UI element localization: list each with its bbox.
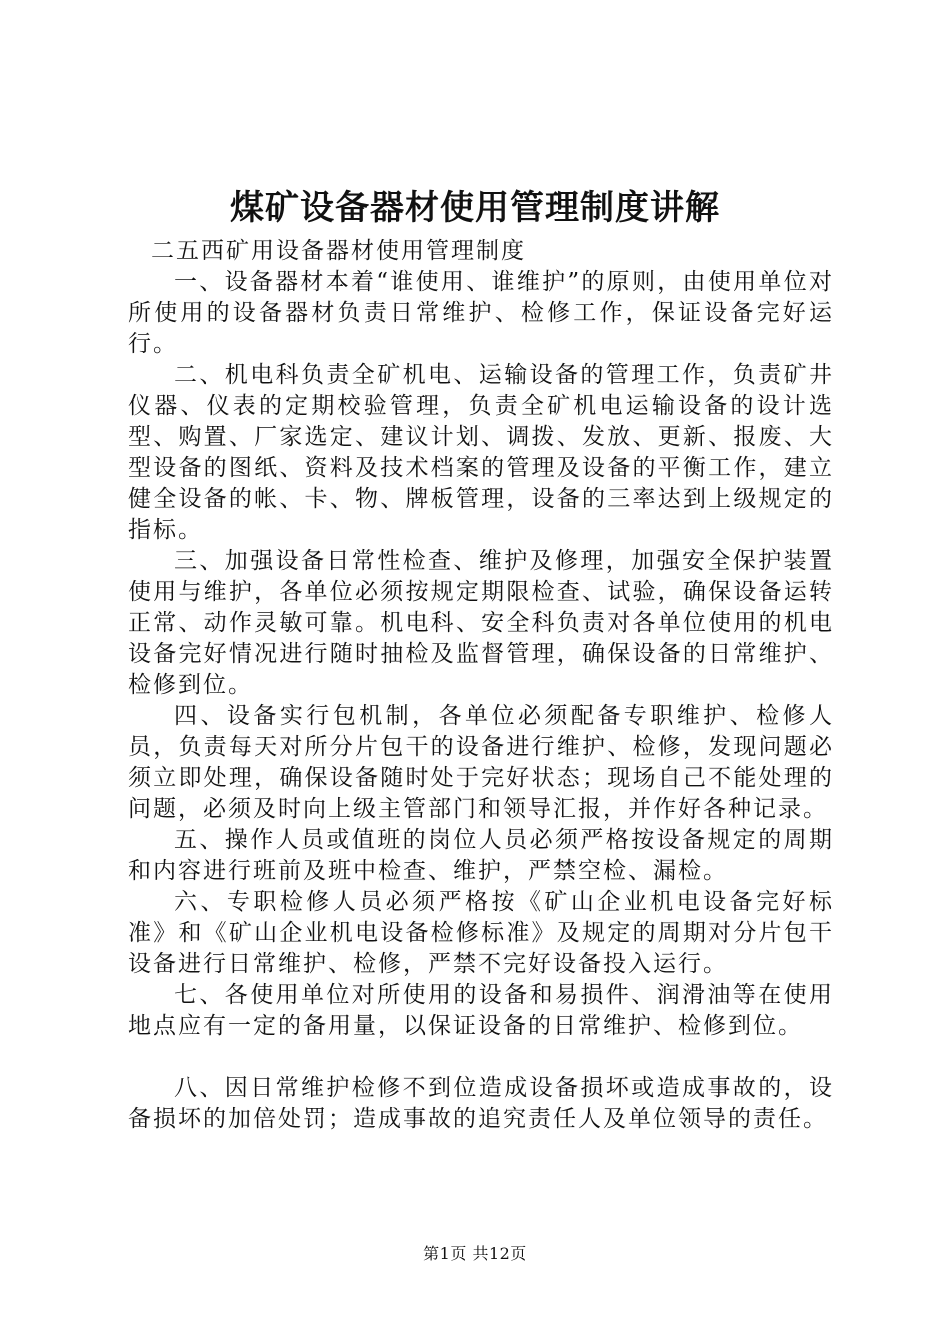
document-title: 煤矿设备器材使用管理制度讲解 [230, 188, 720, 228]
document-body [128, 236, 834, 1135]
paragraph-6: 六、专职检修人员必须严格按《矿山企业机电设备完好标准》和《矿山企业机电设备检修标准》及规定的周期对分片包干设备进行日常维护、检修，严禁不完好设备投入运行。 [128, 889, 834, 977]
paragraph-1: 一、设备器材本着“谁使用、谁维护”的原则，由使用单位对所使用的设备器材负责日常维护、检修工作，保证设备完好运行。 [128, 269, 834, 357]
paragraph-7: 七、各使用单位对所使用的设备和易损件、润滑油等在使用地点应有一定的备用量，以保证设备的日常维护、检修到位。 [128, 982, 834, 1039]
paragraph-4: 四、设备实行包机制，各单位必须配备专职维护、检修人员，负责每天对所分片包干的设备进行维护、检修，发现问题必须立即处理，确保设备随时处于完好状态；现场自己不能处理的问题，必须及时向上级主管部门和领导汇报，并作好各种记录。 [128, 703, 834, 822]
paragraph-3: 三、加强设备日常性检查、维护及修理，加强安全保护装置使用与维护，各单位必须按规定期限检查、试验，确保设备运转正常、动作灵敏可靠。机电科、安全科负责对各单位使用的机电设备完好情况进行随时抽检及监督管理，确保设备的日常维护、检修到位。 [128, 548, 834, 698]
paragraph-8: 八、因日常维护检修不到位造成设备损坏或造成事故的，设备损坏的加倍处罚；造成事故的追究责任人及单位领导的责任。 [128, 1075, 834, 1132]
paragraph-2: 二、机电科负责全矿机电、运输设备的管理工作，负责矿井仪器、仪表的定期校验管理，负责全矿机电运输设备的设计选型、购置、厂家选定、建议计划、调拨、发放、更新、报废、大型设备的图纸、资料及技术档案的管理及设备的平衡工作，建立健全设备的帐、卡、物、牌板管理，设备的三率达到上级规定的指标。 [128, 362, 834, 543]
document-subtitle: 二五西矿用设备器材使用管理制度 [151, 238, 526, 264]
page-footer: 第1页 共12页 [423, 1244, 527, 1263]
paragraph-5: 五、操作人员或值班的岗位人员必须严格按设备规定的周期和内容进行班前及班中检查、维护，严禁空检、漏检。 [128, 827, 834, 884]
